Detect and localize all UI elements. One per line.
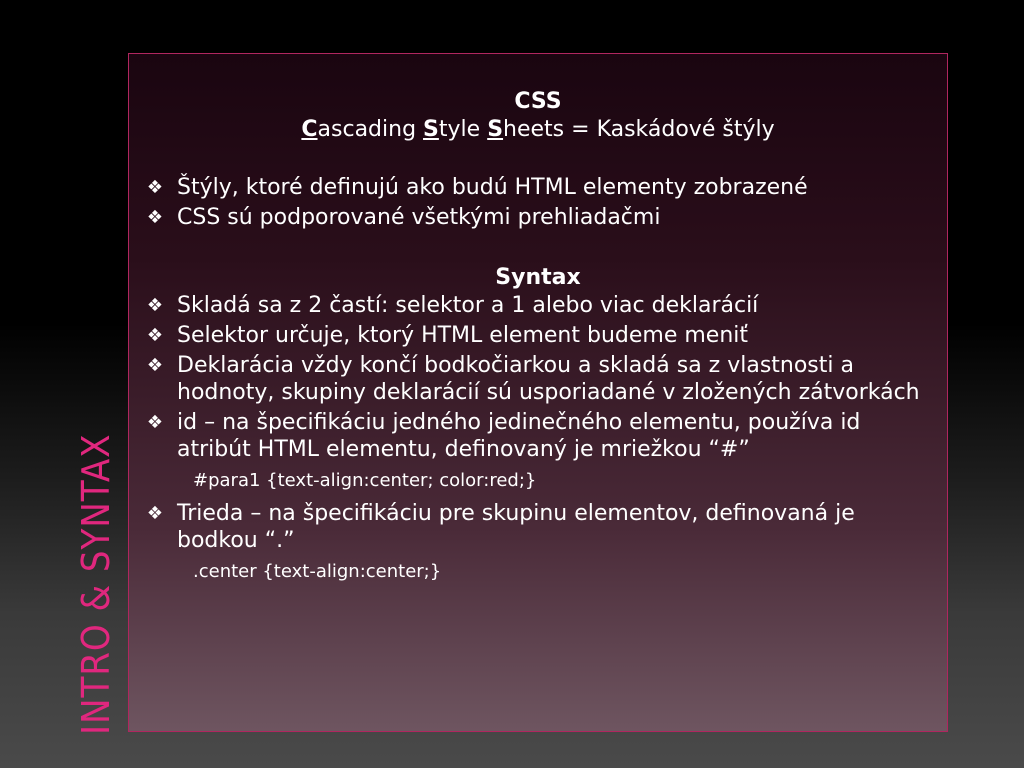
- list-item-text: Selektor určuje, ktorý HTML element budeme meniť: [177, 323, 749, 348]
- list-item: [143, 352, 933, 406]
- subtitle-initial-s-1: S: [423, 117, 439, 142]
- list-item-text: Deklarácia vždy končí bodkočiarkou a skladá sa z vlastnosti a hodnoty, skupiny deklarácií sú usporiadané v zložených zátvorkách: [177, 353, 920, 405]
- slide-title-text: INTRO & SYNTAX: [74, 433, 118, 735]
- diamond-bullet-icon: ❖: [146, 503, 164, 524]
- list-item-text: id – na špecifikáciu jedného jedinečného elementu, používa id atribút HTML elementu, definovaný je mriežkou “#”: [177, 410, 861, 462]
- syntax-bullet-list: [143, 292, 933, 463]
- code-example-id: #para1 {text-align:center; color:red;}: [193, 470, 537, 491]
- content-heading: CSS: [514, 89, 562, 114]
- content-subtitle: [143, 116, 933, 144]
- list-item-text: CSS sú podporované všetkými prehliadačmi: [177, 205, 661, 230]
- list-item: [143, 500, 933, 554]
- list-item: [143, 409, 933, 463]
- code-example-class: .center {text-align:center;}: [193, 561, 442, 582]
- intro-bullet-list: [143, 174, 933, 231]
- subtitle-part-3: heets = Kaskádové štýly: [503, 117, 775, 142]
- diamond-bullet-icon: ❖: [146, 177, 164, 198]
- list-item: [143, 204, 933, 231]
- list-item-text: Štýly, ktoré definujú ako budú HTML elementy zobrazené: [177, 175, 808, 200]
- spacer: [143, 234, 933, 264]
- subtitle-initial-c: C: [301, 117, 318, 142]
- class-bullet-list: [143, 500, 933, 554]
- spacer: [143, 144, 933, 174]
- list-item: [143, 292, 933, 319]
- list-item-text: Skladá sa z 2 častí: selektor a 1 alebo viac deklarácií: [177, 293, 759, 318]
- diamond-bullet-icon: ❖: [146, 207, 164, 228]
- syntax-heading: Syntax: [495, 265, 581, 290]
- list-item: [143, 174, 933, 201]
- subtitle-initial-s-2: S: [487, 117, 504, 142]
- diamond-bullet-icon: ❖: [146, 295, 164, 316]
- diamond-bullet-icon: ❖: [146, 325, 164, 346]
- diamond-bullet-icon: ❖: [146, 355, 164, 376]
- subtitle-part-2: tyle: [438, 117, 488, 142]
- list-item-text: Trieda – na špecifikáciu pre skupinu elementov, definovaná je bodkou “.”: [177, 501, 855, 553]
- list-item: [143, 322, 933, 349]
- diamond-bullet-icon: ❖: [146, 412, 164, 433]
- content-box: [128, 53, 948, 732]
- subtitle-part-1: ascading: [317, 117, 424, 142]
- slide-title: [72, 395, 132, 735]
